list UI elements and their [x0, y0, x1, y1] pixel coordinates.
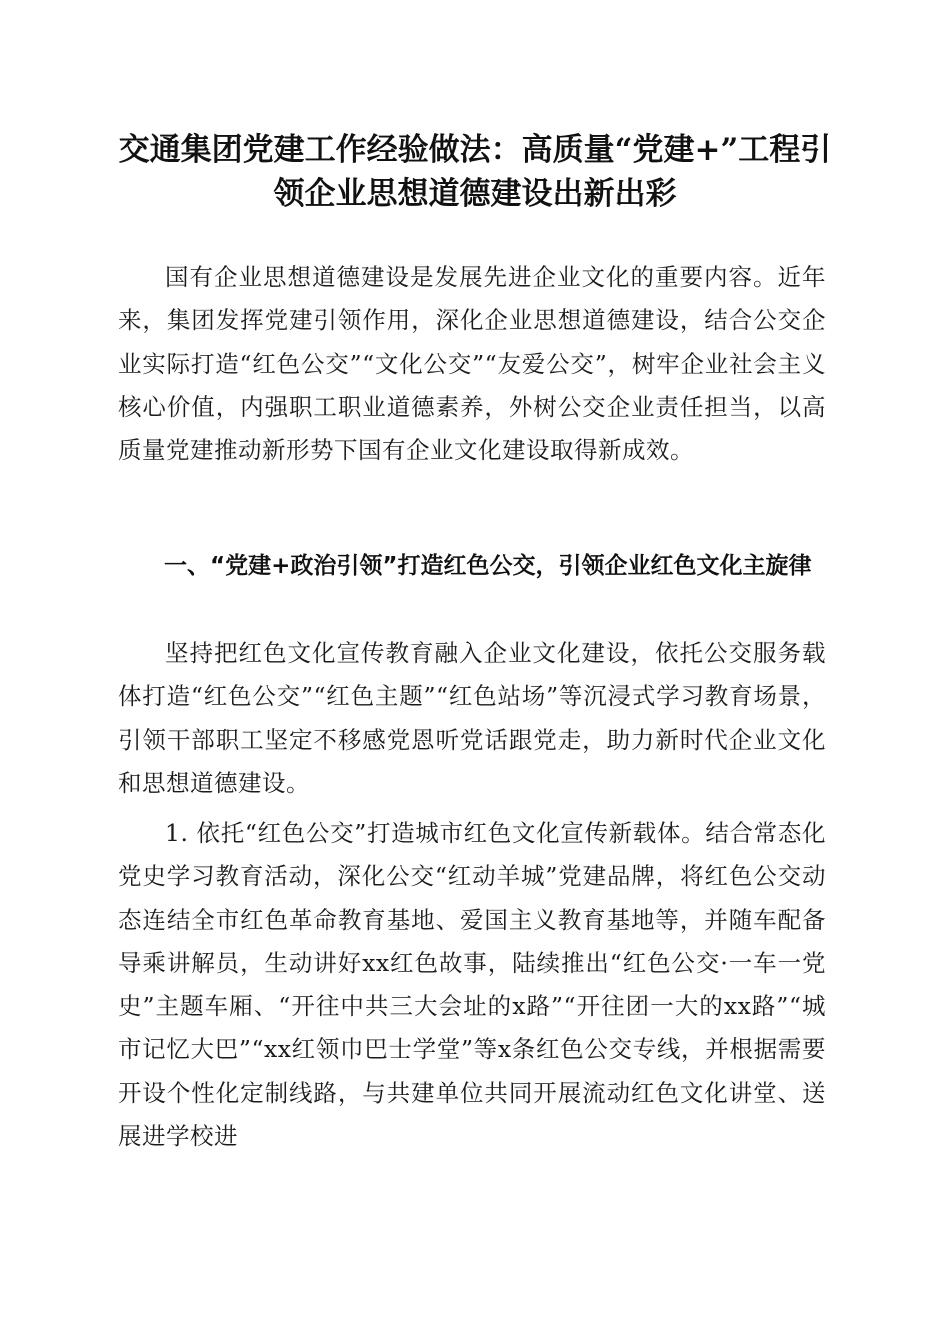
document-title: 交通集团党建工作经验做法：高质量“党建+”工程引领企业思想道德建设出新出彩 — [118, 132, 832, 212]
section-1-paragraph: 坚持把红色文化宣传教育融入企业文化建设，依托公交服务载体打造“红色公交”“红色主题”“红色站场”等沉浸式学习教育场景，引领干部职工坚定不移感党恩听党话跟党走，助力新时代企业文化和思想道德建设。 — [118, 639, 826, 797]
intro-paragraph: 国有企业思想道德建设是发展先进企业文化的重要内容。近年来，集团发挥党建引领作用，深化企业思想道德建设，结合公交企业实际打造“红色公交”“文化公交”“友爱公交”，树牢企业社会主义核心价值，内强职工职业道德素养，外树公交企业责任担当，以高质量党建推动新形势下国有企业文化建设取得新成效。 — [118, 263, 826, 465]
section-heading-1: 一、“党建+政治引领”打造红色公交，引领企业红色文化主旋律 — [164, 553, 812, 579]
item-1-paragraph: 1. 依托“红色公交”打造城市红色文化宣传新载体。结合常态化党史学习教育活动，深化公交“红动羊城”党建品牌，将红色公交动态连结全市红色革命教育基地、爱国主义教育基地等，并随车配备导乘讲解员，生动讲好xx红色故事，陆续推出“红色公交·一车一党史”主题车厢、“开往中共三大会址的x路”“开往团一大的xx路”“城市记忆大巴”“xx红领巾巴士学堂”等x条红色公交专线，并根据需要开设个性化定制线路，与共建单位共同开展流动红色文化讲堂、送展进学校进 — [118, 819, 826, 1151]
